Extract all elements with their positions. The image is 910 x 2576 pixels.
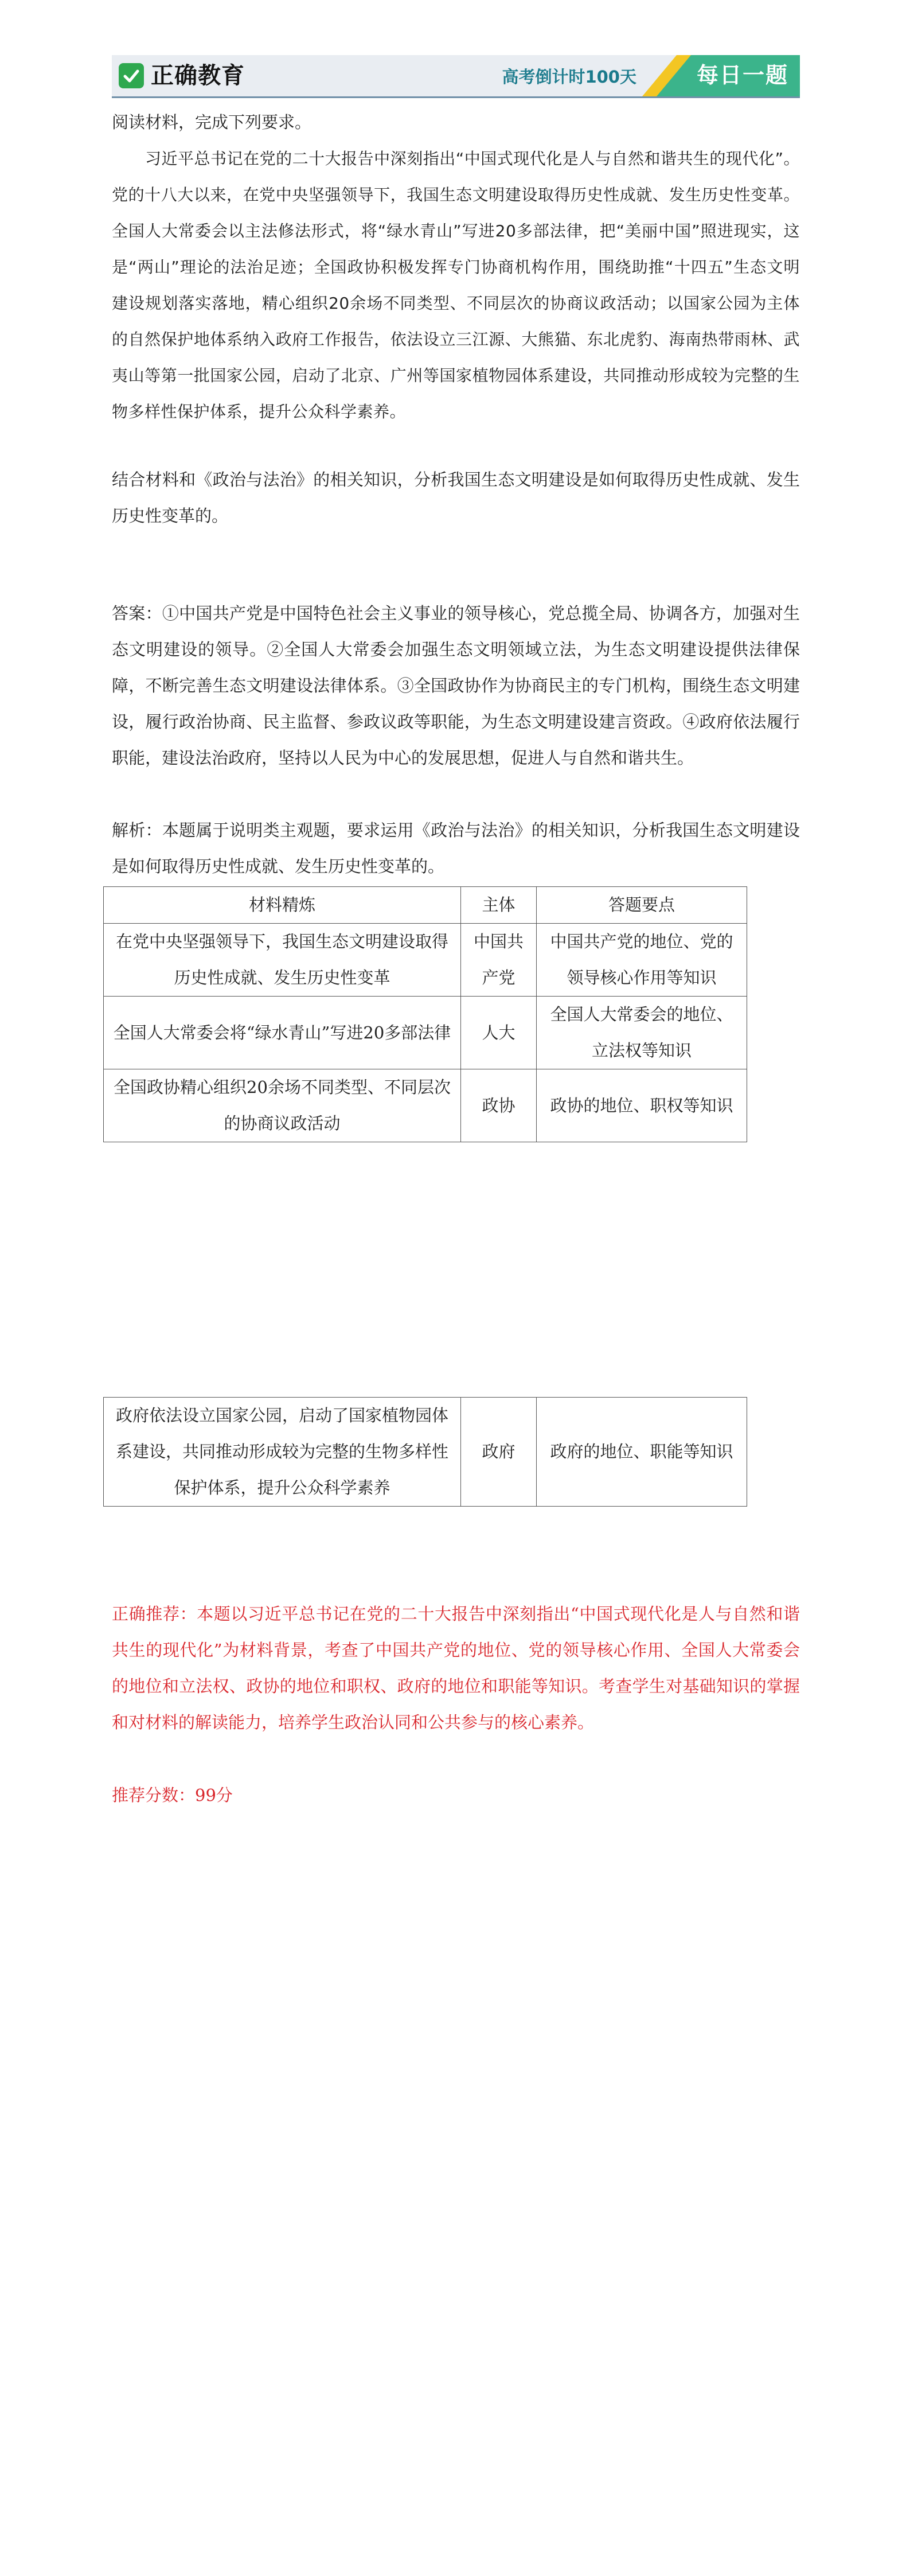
table-cell: 政府的地位、职能等知识 [537, 1398, 747, 1507]
table-row [104, 1398, 747, 1507]
header-banner [112, 55, 800, 98]
table-header-cell: 主体 [461, 887, 537, 924]
brand-name: 正确教育 [151, 63, 245, 89]
recommendation-score: 推荐分数：99分 [112, 1785, 233, 1805]
question-instruction: 阅读材料，完成下列要求。 [112, 112, 312, 132]
recommendation-text: 正确推荐：本题以习近平总书记在党的二十大报告中深刻指出“中国式现代化是人与自然和谐共生的现代化”为材料背景，考查了中国共产党的地位、党的领导核心作用、全国人大常委会的地位和立法权、政协的地位和职权、政府的地位和职能等知识。考查学生对基础知识的掌握和对材料的解读能力，培养学生政治认同和公共参与的核心素养。 [112, 1604, 800, 1732]
table-cell: 政协 [461, 1069, 537, 1142]
table-cell: 政府依法设立国家公园，启动了国家植物园体系建设，共同推动形成较为完整的生物多样性保护体系，提升公众科学素养 [104, 1398, 461, 1507]
daily-question-label: 每日一题 [696, 63, 788, 88]
table-cell: 中国共产党的地位、党的领导核心作用等知识 [537, 924, 747, 997]
checkmark-icon [119, 63, 144, 88]
exam-countdown: 高考倒计时100天 [502, 67, 636, 87]
table-header-cell: 材料精炼 [104, 887, 461, 924]
answer-text: 答案：①中国共产党是中国特色社会主义事业的领导核心，党总揽全局、协调各方，加强对生态文明建设的领导。②全国人大常委会加强生态文明领域立法，为生态文明建设提供法律保障，不断完善生态文明建设法律体系。③全国政协作为协商民主的专门机构，围绕生态文明建设，履行政治协商、民主监督、参政议政等职能，为生态文明建设建言资政。④政府依法履行职能，建设法治政府，坚持以人民为中心的发展思想，促进人与自然和谐共生。 [112, 604, 800, 768]
table-cell: 全国人大常委会的地位、立法权等知识 [537, 997, 747, 1069]
question-prompt: 结合材料和《政治与法治》的相关知识，分析我国生态文明建设是如何取得历史性成就、发生历史性变革的。 [112, 470, 800, 526]
table-header-cell: 答题要点 [537, 887, 747, 924]
table-cell: 人大 [461, 997, 537, 1069]
table-cell: 全国人大常委会将“绿水青山”写进20多部法律 [104, 997, 461, 1069]
table-header-row [104, 887, 747, 924]
table-row [104, 997, 747, 1069]
table-cell: 政协的地位、职权等知识 [537, 1069, 747, 1142]
table-cell: 在党中央坚强领导下，我国生态文明建设取得历史性成就、发生历史性变革 [104, 924, 461, 997]
analysis-text: 解析：本题属于说明类主观题，要求运用《政治与法治》的相关知识，分析我国生态文明建设是如何取得历史性成就、发生历史性变革的。 [112, 820, 800, 876]
table-row [104, 1069, 747, 1142]
table-cell: 中国共产党 [461, 924, 537, 997]
analysis-table-continued [103, 1397, 747, 1507]
table-cell: 政府 [461, 1398, 537, 1507]
table-cell: 全国政协精心组织20余场不同类型、不同层次的协商议政活动 [104, 1069, 461, 1142]
question-material: 习近平总书记在党的二十大报告中深刻指出“中国式现代化是人与自然和谐共生的现代化”。党的十八大以来，在党中央坚强领导下，我国生态文明建设取得历史性成就、发生历史性变革。全国人大常委会以主法修法形式，将“绿水青山”写进20多部法律，把“美丽中国”照进现实，这是“两山”理论的法治足迹；全国政协积极发挥专门协商机构作用，围绕助推“十四五”生态文明建设规划落实落地，精心组织20余场不同类型、不同层次的协商议政活动；以国家公园为主体的自然保护地体系纳入政府工作报告，依法设立三江源、大熊猫、东北虎豹、海南热带雨林、武夷山等第一批国家公园，启动了北京、广州等国家植物园体系建设，共同推动形成较为完整的生物多样性保护体系，提升公众科学素养。 [112, 149, 800, 421]
analysis-table [103, 886, 747, 1142]
table-row [104, 924, 747, 997]
